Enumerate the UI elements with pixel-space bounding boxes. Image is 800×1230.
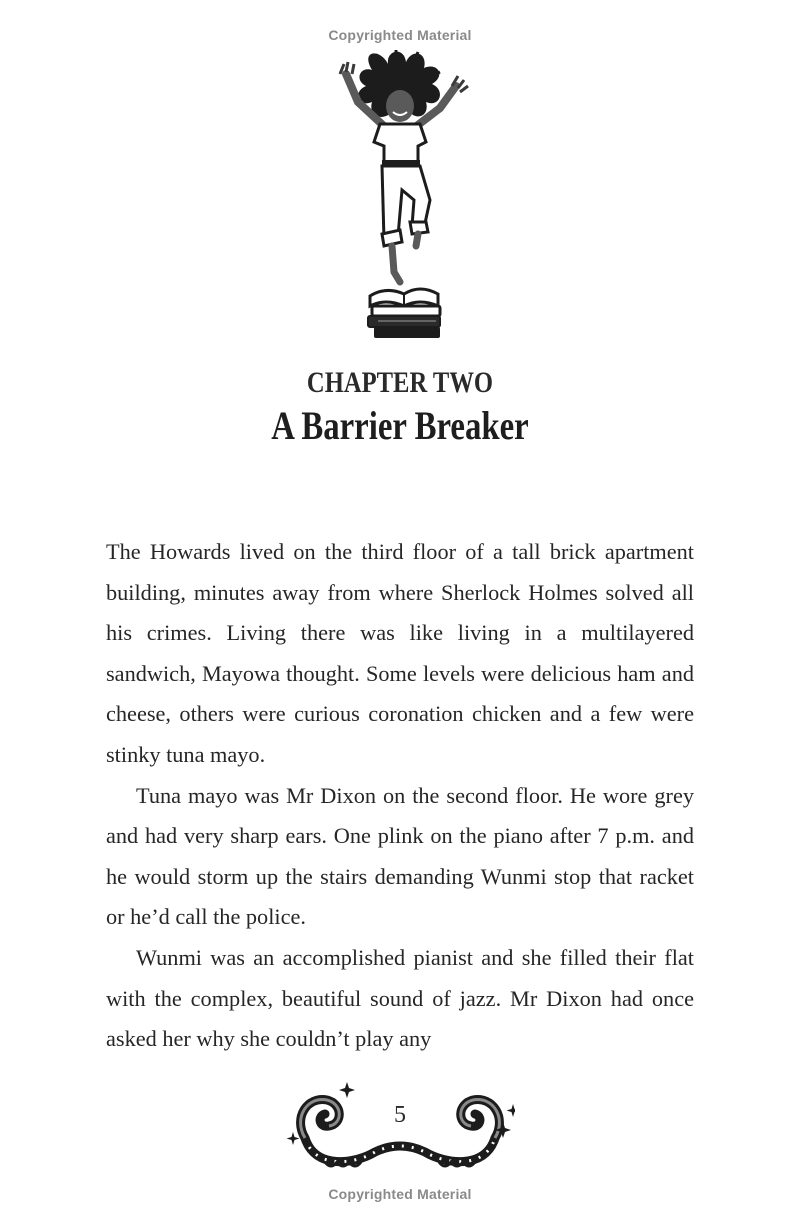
paragraph-1: The Howards lived on the third floor of a tall brick apartment building, minutes away from where Sherlock Holmes solved all his crimes. Living there was like living in a multilayered sandwich, Mayowa thought. Some levels were delicious ham and cheese, others were curious coronation chicken and a few were stinky tuna mayo.	[106, 539, 694, 767]
chapter-number: CHAPTER TWO	[306, 366, 494, 399]
copyright-watermark-top: Copyrighted Material	[328, 27, 472, 43]
copyright-watermark-bottom: Copyrighted Material	[328, 1186, 472, 1202]
page-number: 5	[394, 1102, 406, 1128]
paragraph-3: Wunmi was an accomplished pianist and she filled their flat with the complex, beautiful sound of jazz. Mr Dixon had once asked her why she couldn’t play any	[106, 944, 694, 1052]
girl-jumping-off-books-illustration	[300, 50, 500, 342]
chapter-title: A Barrier Breaker	[271, 403, 529, 448]
paragraph-2: Tuna mayo was Mr Dixon on the second floor. He wore grey and had very sharp ears. One plink on the piano after 7 p.m. and he would storm up the stairs demanding Wunmi stop that racket or he’d call the police.	[106, 782, 694, 930]
chapter-body	[106, 532, 694, 1060]
